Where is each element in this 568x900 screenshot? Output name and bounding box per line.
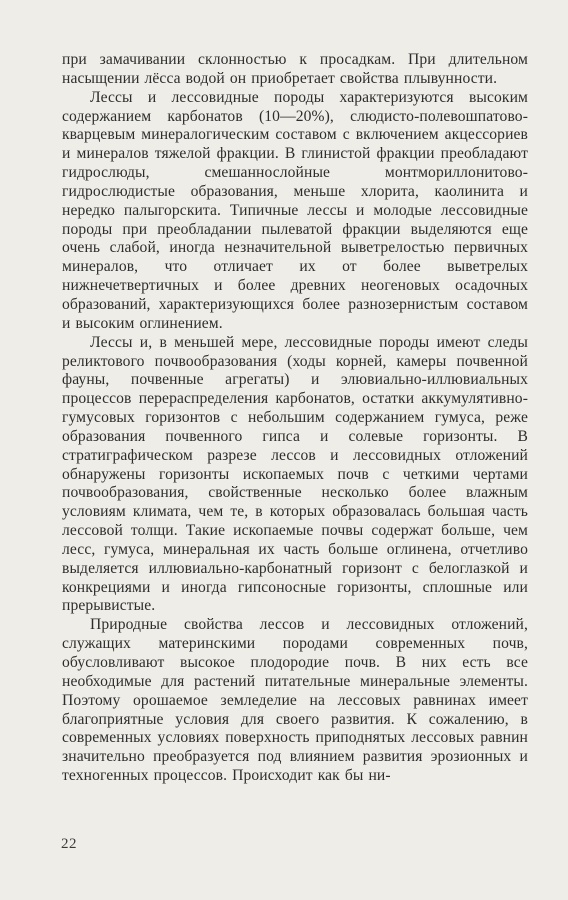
paragraph-3: Лессы и, в меньшей мере, лессовидные породы имеют следы реликтового почвообразования (ходы корней, камеры почвенной фауны, почвенные агрегаты) и элювиально-иллювиальных процессов перераспределения карбонатов, остатки аккумулятивно-гумусовых горизонтов с небольшим содержанием гумуса, реже образования почвенного гипса и солевые горизонты. В стратиграфическом разрезе лессов и лессовидных отложений обнаружены горизонты ископаемых почв с четкими чертами почвообразования, свойственные несколько более влажным условиям климата, чем те, в которых образовалась большая часть лессовой толщи. Такие ископаемые почвы содержат больше, чем лесс, гумуса, минеральная их часть больше оглинена, отчетливо выделяется иллювиально-карбонатный горизонт с белоглазкой и конкрециями и иногда гипсоносные горизонты, сплошные или прерывистые. bbox=[62, 333, 528, 615]
body-text bbox=[62, 51, 528, 786]
page-number: 22 bbox=[61, 836, 77, 852]
paragraph-4: Природные свойства лессов и лессовидных отложений, служащих материнскими породами современных почв, обусловливают высокое плодородие почв. В них есть все необходимые для растений питательные минеральные элементы. Поэтому орошаемое земледелие на лессовых равнинах имеет благоприятные условия для своего развития. К сожалению, в современных условиях поверхность приподнятых лессовых равнин значительно преобразуется под влиянием развития эрозионных и техногенных процессов. Происходит как бы ни- bbox=[62, 616, 528, 785]
paragraph-2: Лессы и лессовидные породы характеризуются высоким содержанием карбонатов (10—20%), слюдисто-полевошпатово-кварцевым минералогическим составом с включением акцессориев и минералов тяжелой фракции. В глинистой фракции преобладают гидрослюды, смешаннослойные монтмориллонитово-гидрослюдистые образования, меньше хлорита, каолинита и нередко палыгорскита. Типичные лессы и молодые лессовидные породы при преобладании пылеватой фракции выделяются еще очень слабой, иногда незначительной выветрелостью первичных минералов, что отличает их от более выветрелых нижнечетвертичных и более древних неогеновых осадочных образований, характеризующихся более разнозернистым составом и высоким оглинением. bbox=[62, 88, 528, 332]
paragraph-1: при замачивании склонностью к просадкам. При длительном насыщении лёсса водой он приобретает свойства плывунности. bbox=[62, 51, 528, 87]
